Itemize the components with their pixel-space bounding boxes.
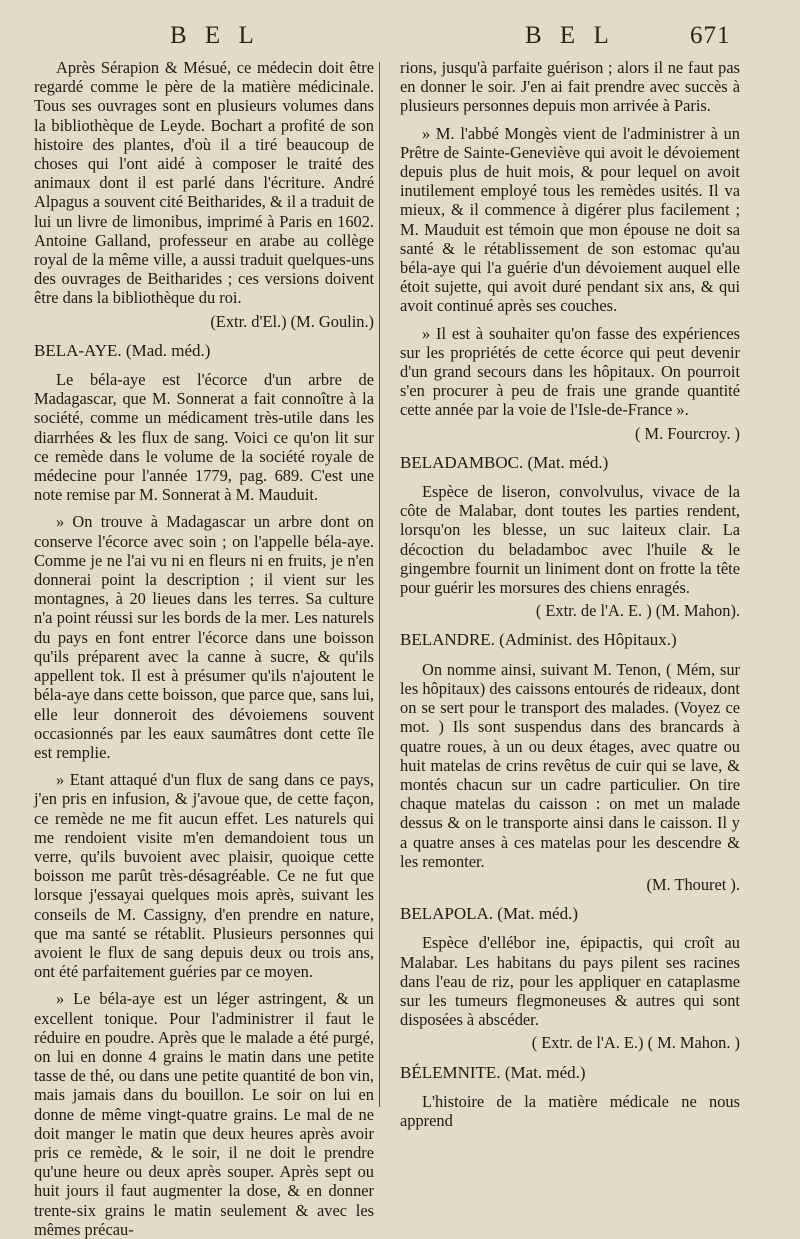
column-rule — [379, 62, 380, 1107]
source-citation: ( Extr. de l'A. E.) ( M. Mahon. ) — [531, 1033, 740, 1053]
paragraph: On nomme ainsi, suivant M. Tenon, ( Mém, sur les hôpitaux) des caissons entourés de rideaux, dont on se sert pour le transport des malades. (Voyez ce mot. ) Ils sont suspendus dans des brancards à quatre roues, à un ou deux étages, avec quatre ou huit matelas de crins revêtus de cuir qui se lave, & montés chacun sur un cadre particulier. On tire chaque matelas du caisson : on met un malade dessus & on le transporte ainsi dans le caisson. Il y a quatre anses à ces matelas pour les descendre & les remonter. — [400, 659, 740, 871]
source-citation: (M. Thouret ). — [646, 874, 740, 894]
paragraph: » Etant attaqué d'un flux de sang dans ce pays, j'en pris en infusion, & j'avoue que, de cette façon, ce remède ne me fit aucun effet. Les naturels qui me rendoient visite m'en demandoient tous un verre, qu'ils buvoient avec plaisir, quoique cette boisson me parût très-désagréable. Ce ne fut que lorsque j'essayai quelques mois après, suivant les conseils de M. Cassigny, d'en prendre en nature, que ma santé se rétablit. Plusieurs personnes qui avoient le flux de sang depuis deux ou trois ans, ont été parfaitement guéries par ce moyen. — [34, 770, 374, 982]
entry-heading-beladamboc: BELADAMBOC. (Mat. méd.) — [400, 452, 609, 472]
entry-heading-belandre: BELANDRE. (Administ. des Hôpitaux.) — [400, 630, 677, 650]
paragraph: Le béla-aye est l'écorce d'un arbre de Madagascar, que M. Sonnerat a fait connoître à la société, comme un médicament très-utile dans les diarrhées & les flux de sang. Voici ce qu'on lit sur ce remède dans le volume de la société royale de médecine pour l'année 1779, pag. 689. C'est une note remise par M. Sonnerat à M. Mauduit. — [34, 370, 374, 505]
right-column — [400, 58, 740, 1130]
running-head-center: B E L — [525, 22, 615, 49]
page-number: 671 — [690, 22, 731, 49]
source-citation: (Extr. d'El.) (M. Goulin.) — [210, 311, 374, 331]
left-column — [34, 58, 374, 1239]
source-citation: ( Extr. de l'A. E. ) (M. Mahon). — [535, 601, 740, 621]
paragraph: Espèce d'ellébor ine, épipactis, qui croît au Malabar. Les habitans du pays pilent ses racines dans l'eau de riz, pour les appliquer en cataplasme sur les tumeurs flegmoneuses & autres qui sont disposées à abscéder. — [400, 933, 740, 1030]
paragraph: Espèce de liseron, convolvulus, vivace de la côte de Malabar, dont toutes les parties rendent, lorsqu'on les blesse, un suc laiteux clair. La décoction du beladamboc avec l'huile & le gingembre fournit un liniment dont on frotte la tête pour guérir les morsures des chiens enragés. — [400, 482, 740, 598]
entry-heading-belemnite: BÉLEMNITE. (Mat. méd.) — [400, 1062, 586, 1082]
paragraph: » Le béla-aye est un léger astringent, & un excellent tonique. Pour l'administrer il faut le réduire en poudre. Après que le malade a été purgé, on lui en donne 4 grains le matin dans une petite tasse de thé, ou dans une petite quantité de bon vin, mais jamais dans du bouillon. Le soir on lui en donne de même vingt-quatre grains. Le mal de ne doit manger le matin que deux heures après avoir pris ce remède, & le soir, il ne doit le prendre qu'une heure ou deux après souper. Après sept ou huit jours il faut augmenter la dose, & en donner trente-six grains le matin seulement & avec les mêmes précau- — [34, 989, 374, 1239]
entry-heading-bela-aye: BELA-AYE. (Mad. méd.) — [34, 340, 211, 360]
source-citation: ( M. Fourcroy. ) — [634, 423, 740, 443]
paragraph-continued: rions, jusqu'à parfaite guérison ; alors il ne faut pas en donner le soir. J'en ai fait prendre avec succès à plusieurs personnes depuis mon arrivée à Paris. — [400, 58, 740, 116]
paragraph-intro: Après Sérapion & Mésué, ce médecin doit être regardé comme le père de la matière médicinale. Tous ses ouvrages sont en plusieurs volumes dans la bibliothèque de Leyde. Bochart a profité de son histoire des plantes, d'où il a tiré beaucoup de choses qui l'ont aidé à composer le traité des animaux dont il est parlé dans l'écriture. André Alpagus a souvent cité Beitharides, & il a traduit de lui un livre de limonibus, imprimé à Paris en 1602. Antoine Galland, professeur en arabe au collège royal de la même ville, a aussi traduit quelques-uns des ouvrages de Beitharides ; ces versions doivent être dans la bibliothèque du roi. — [34, 58, 374, 308]
entry-heading-belapola: BELAPOLA. (Mat. méd.) — [400, 904, 579, 924]
paragraph: » M. l'abbé Mongès vient de l'administrer à un Prêtre de Sainte-Geneviève qui avoit le dévoiement depuis plus de huit mois, & pour lequel on avoit inutilement employé tous les remèdes usités. Il va mieux, & il commence à digérer plus facilement ; M. Mauduit est témoin que mon épouse ne doit sa santé & le rétablissement de son estomac qu'au béla-aye qui l'a guérie d'un dévoiement auquel elle étoit sujette, qui avoit duré pendant six ans, & qui avoit continué après ses couches. — [400, 123, 740, 316]
paragraph: L'histoire de la matière médicale ne nous apprend — [400, 1091, 740, 1130]
paragraph: » On trouve à Madagascar un arbre dont on conserve l'écorce avec soin ; on l'appelle béla-aye. Comme je ne l'ai vu ni en fleurs ni en fruits, je n'en donnerai point la description ; il vient sur les montagnes, à 20 lieues dans les terres. Sa culture n'a point réussi sur les bords de la mer. Les naturels du pays en font entrer l'écorce dans une boisson qu'ils préparent avec la canne à sucre, & qu'ils appellent tok. Il est à présumer qu'ils n'ajoutent le béla-aye dans cette boisson, que parce que, sans lui, elle leur donneroit des dévoiemens souvent occasionnés par les eaux saumâtres dont cette île est remplie. — [34, 512, 374, 762]
running-head-left: B E L — [170, 22, 260, 49]
paragraph: » Il est à souhaiter qu'on fasse des expériences sur les propriétés de cette écorce qui peut devenir d'un grand secours dans les hôpitaux. On pourroit s'en procurer à peu de frais une grande quantité cette année par la voie de l'Isle-de-France ». — [400, 323, 740, 420]
